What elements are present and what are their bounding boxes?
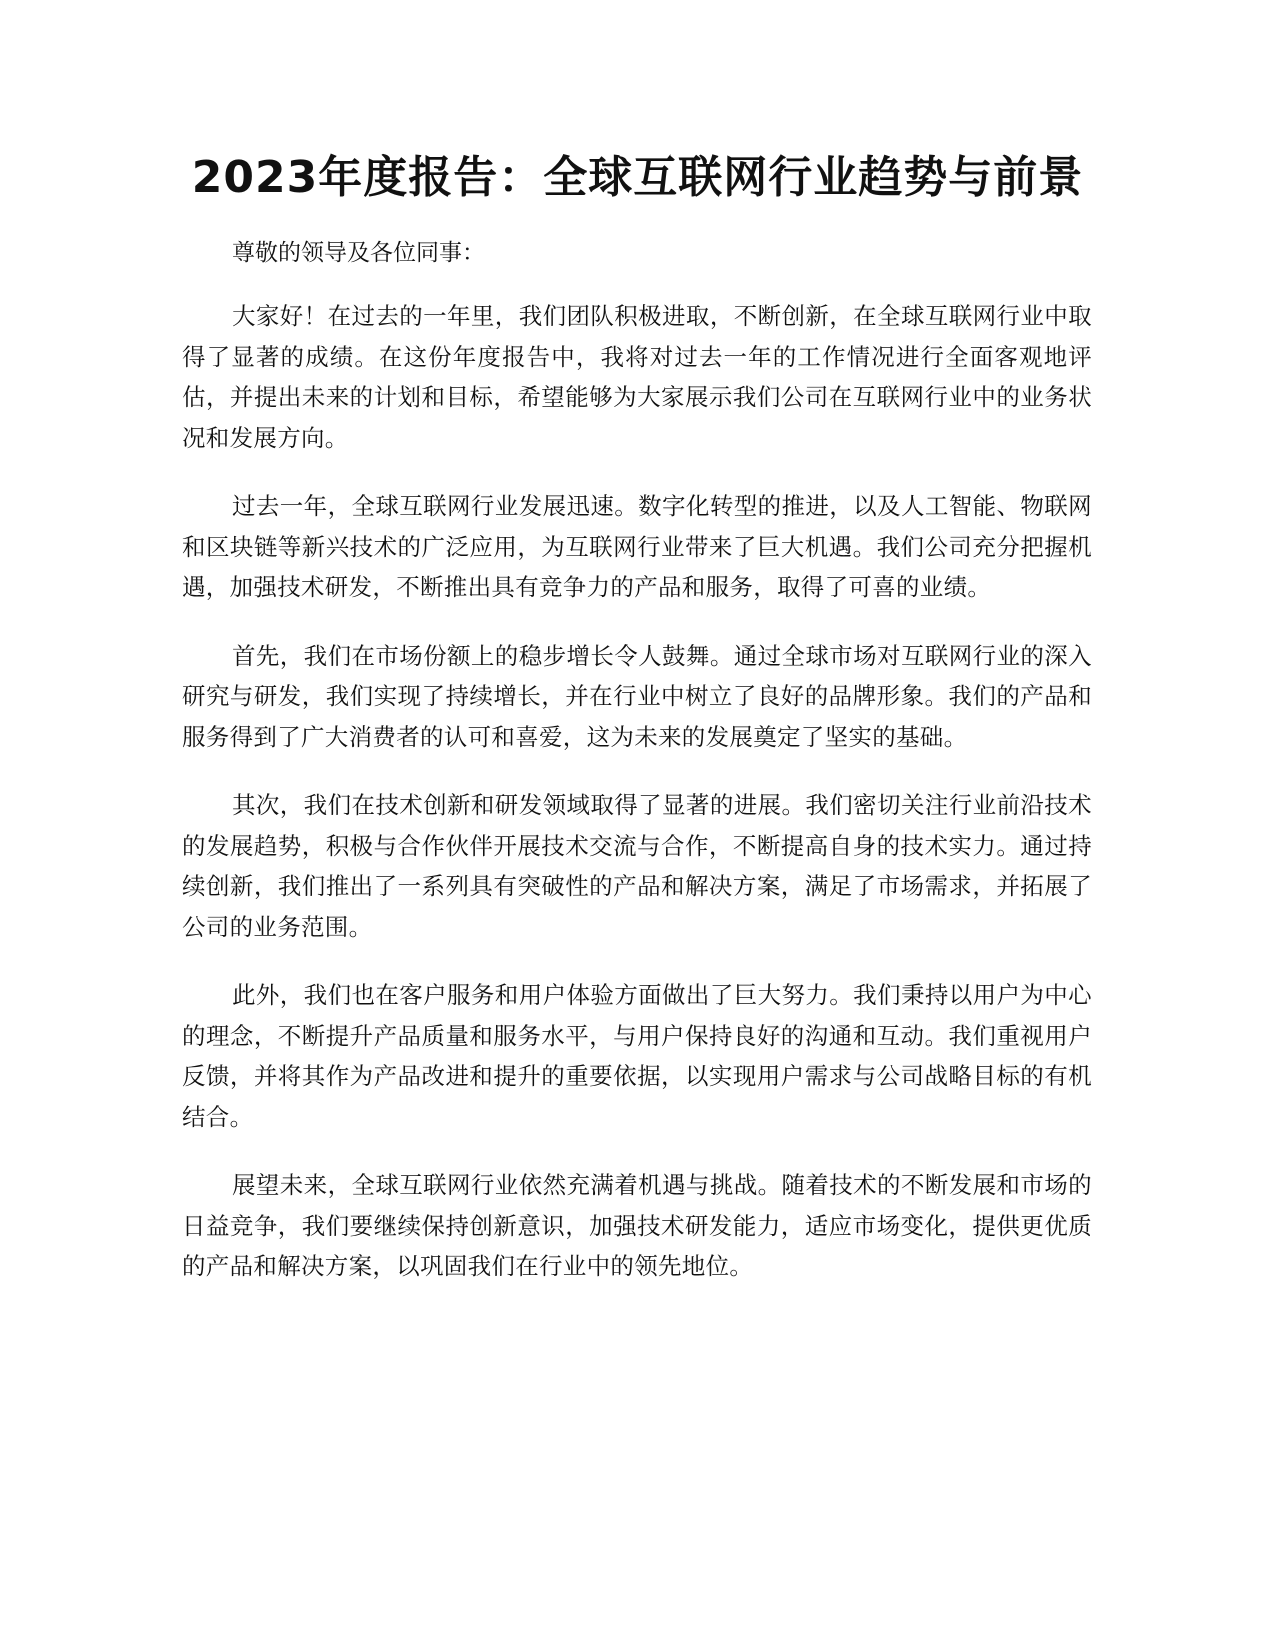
document-title: 2023年度报告：全球互联网行业趋势与前景 xyxy=(191,152,1084,203)
salutation: 尊敬的领导及各位同事： xyxy=(232,240,485,266)
paragraph-outlook: 展望未来，全球互联网行业依然充满着机遇与挑战。随着技术的不断发展和市场的日益竞争，我们要继续保持创新意识，加强技术研发能力，适应市场变化，提供更优质的产品和解决方案，以巩固我们在行业中的领先地位。 xyxy=(182,1171,1092,1280)
paragraph-industry-review: 过去一年，全球互联网行业发展迅速。数字化转型的推进，以及人工智能、物联网和区块链等新兴技术的广泛应用，为互联网行业带来了巨大机遇。我们公司充分把握机遇，加强技术研发，不断推出具有竞争力的产品和服务，取得了可喜的业绩。 xyxy=(182,492,1092,601)
paragraph-tech-innovation: 其次，我们在技术创新和研发领域取得了显著的进展。我们密切关注行业前沿技术的发展趋势，积极与合作伙伴开展技术交流与合作，不断提高自身的技术实力。通过持续创新，我们推出了一系列具有突破性的产品和解决方案，满足了市场需求，并拓展了公司的业务范围。 xyxy=(182,791,1092,941)
paragraph-customer-service: 此外，我们也在客户服务和用户体验方面做出了巨大努力。我们秉持以用户为中心的理念，不断提升产品质量和服务水平，与用户保持良好的沟通和互动。我们重视用户反馈，并将其作为产品改进和提升的重要依据，以实现用户需求与公司战略目标的有机结合。 xyxy=(182,981,1092,1131)
paragraph-greeting: 大家好！在过去的一年里，我们团队积极进取，不断创新，在全球互联网行业中取得了显著的成绩。在这份年度报告中，我将对过去一年的工作情况进行全面客观地评估，并提出未来的计划和目标，希望能够为大家展示我们公司在互联网行业中的业务状况和发展方向。 xyxy=(182,302,1092,452)
document-body xyxy=(182,236,1092,1315)
paragraph-market-share: 首先，我们在市场份额上的稳步增长令人鼓舞。通过全球市场对互联网行业的深入研究与研发，我们实现了持续增长，并在行业中树立了良好的品牌形象。我们的产品和服务得到了广大消费者的认可和喜爱，这为未来的发展奠定了坚实的基础。 xyxy=(182,641,1092,751)
